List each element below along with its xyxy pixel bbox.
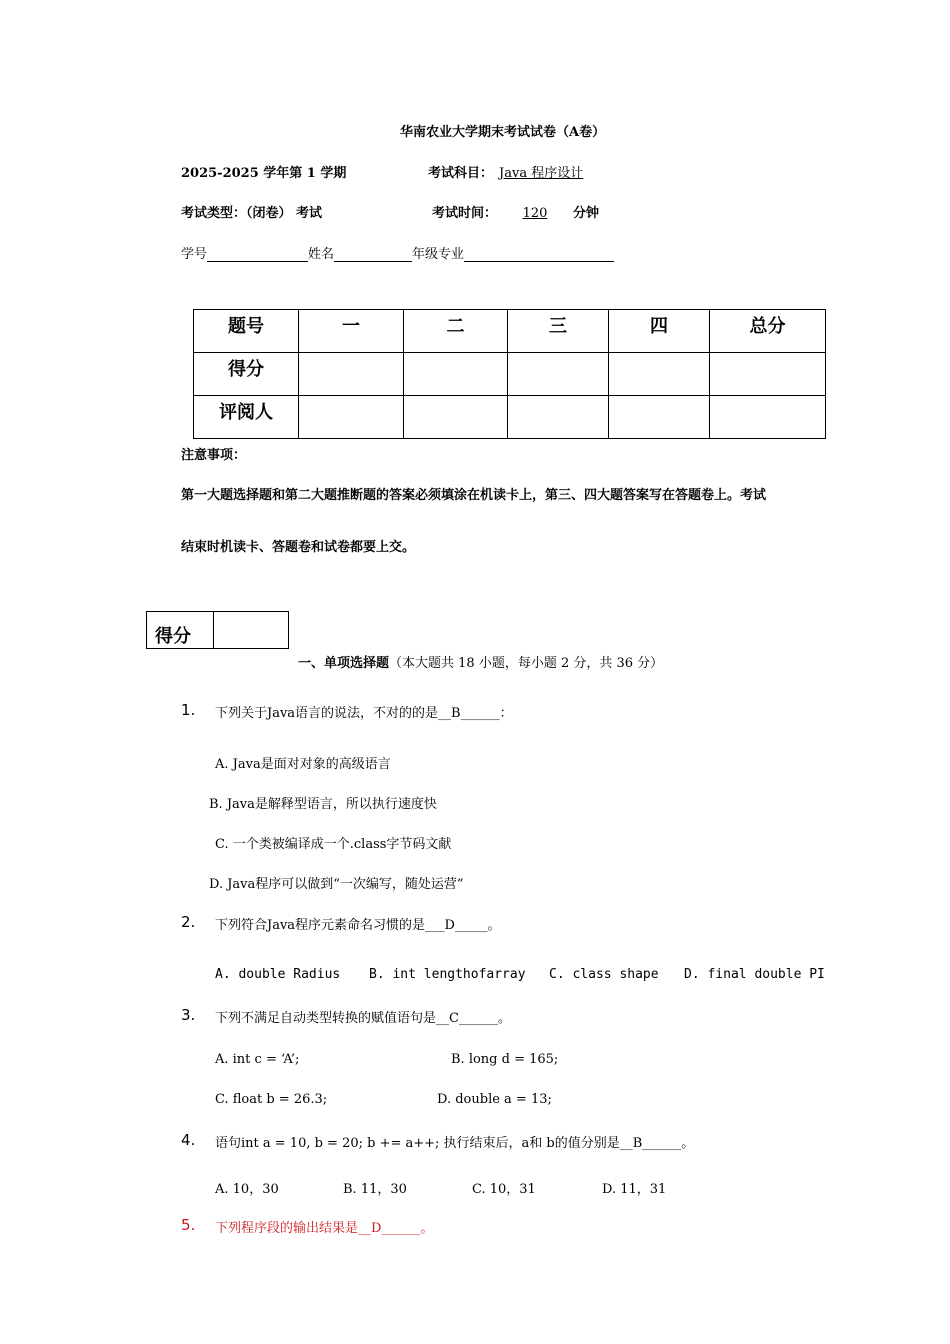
section-1-note: （本大题共 18 小题，每小题 2 分，共 36 分） [389,656,664,671]
question-number: 5. [181,1216,196,1234]
reviewer-cell [404,396,508,439]
score-cell [299,353,404,396]
subject-label: 考试科目： [428,166,494,181]
option-item: C. 一个类被编译成一个.class字节码文献 [215,837,452,852]
option-item: A. Java是面对对象的高级语言 [215,757,391,772]
score-header-cell: 一 [299,310,404,353]
student-id-blank [207,247,308,262]
option-item: B. Java是解释型语言，所以执行速度快 [209,797,437,812]
student-name-blank [334,247,412,262]
reviewer-cell [299,396,404,439]
subject-line [428,162,597,181]
score-row-label: 得分 [194,353,299,396]
option-item: D. double a = 13; [437,1092,552,1107]
score-cell [508,353,609,396]
academic-year: 2025-2025 学年第 1 学期 [181,166,347,181]
question-number: 4. [181,1131,196,1149]
question-text: 下列不满足自动类型转换的赋值语句是__C______。 [215,1011,511,1026]
score-cell [404,353,508,396]
exam-type: 考试类型：（闭卷） 考试 [181,206,323,221]
score-header-cell: 二 [404,310,508,353]
reviewer-row [194,396,826,439]
question-text: 语句int a = 10, b = 20; b += a++; 执行结束后，a和 b的值分别是__B______。 [215,1136,695,1151]
exam-title: 华南农业大学期末考试试卷（A卷） [400,125,606,140]
time-label: 考试时间： [432,206,498,221]
option-item: A. int c = ‘A’; [215,1052,300,1067]
subject-value: Java 程序设计 [499,166,584,181]
section-score-cell [214,612,289,649]
score-cell [609,353,710,396]
score-cell [710,353,826,396]
student-id-label: 学号 [181,247,208,262]
question-text: 下列程序段的输出结果是__D______。 [215,1221,434,1236]
score-header-cell: 题号 [194,310,299,353]
major-blank [464,247,614,262]
option-item: D. final double PI [684,967,825,982]
time-unit: 分钟 [573,206,600,221]
time-value: 120 [522,206,548,221]
score-header-cell: 四 [609,310,710,353]
option-item: D. 11，31 [602,1182,667,1197]
option-item: B. int lengthofarray [369,967,526,982]
option-item: C. class shape [549,967,659,982]
option-item: B. long d = 165; [451,1052,559,1067]
score-table-header-row [194,310,826,353]
student-name-label: 姓名 [308,247,335,262]
reviewer-cell [508,396,609,439]
notice-line-2: 结束时机读卡、答题卷和试卷都要上交。 [181,540,416,555]
score-row [194,353,826,396]
time-line [432,202,599,221]
question-number: 3. [181,1006,196,1024]
option-item: A. 10，30 [215,1182,279,1197]
section-1-heading [298,652,663,671]
reviewer-cell [609,396,710,439]
option-item: C. float b = 26.3; [215,1092,328,1107]
question-text: 下列关于Java语言的说法，不对的的是__B______： [215,706,513,721]
score-table [193,309,826,439]
question-number: 2. [181,913,196,931]
major-label: 年级专业 [412,247,465,262]
option-item: A. double Radius [215,967,341,982]
notice-line-1: 第一大题选择题和第二大题推断题的答案必须填涂在机读卡上，第三、四大题答案写在答题卷上。考试 [181,488,767,503]
score-header-cell: 总分 [710,310,826,353]
section-score-box [146,611,289,649]
question-number: 1. [181,701,196,719]
option-item: D. Java程序可以做到“一次编写，随处运营” [209,877,464,892]
section-score-label: 得分 [147,612,214,649]
student-info-line [181,243,614,262]
notice-title: 注意事项： [181,448,247,463]
option-item: C. 10，31 [472,1182,536,1197]
section-1-title: 一、单项选择题 [298,656,390,671]
score-header-cell: 三 [508,310,609,353]
reviewer-row-label: 评阅人 [194,396,299,439]
question-text: 下列符合Java程序元素命名习惯的是___D_____。 [215,918,501,933]
reviewer-cell [710,396,826,439]
option-item: B. 11，30 [343,1182,407,1197]
